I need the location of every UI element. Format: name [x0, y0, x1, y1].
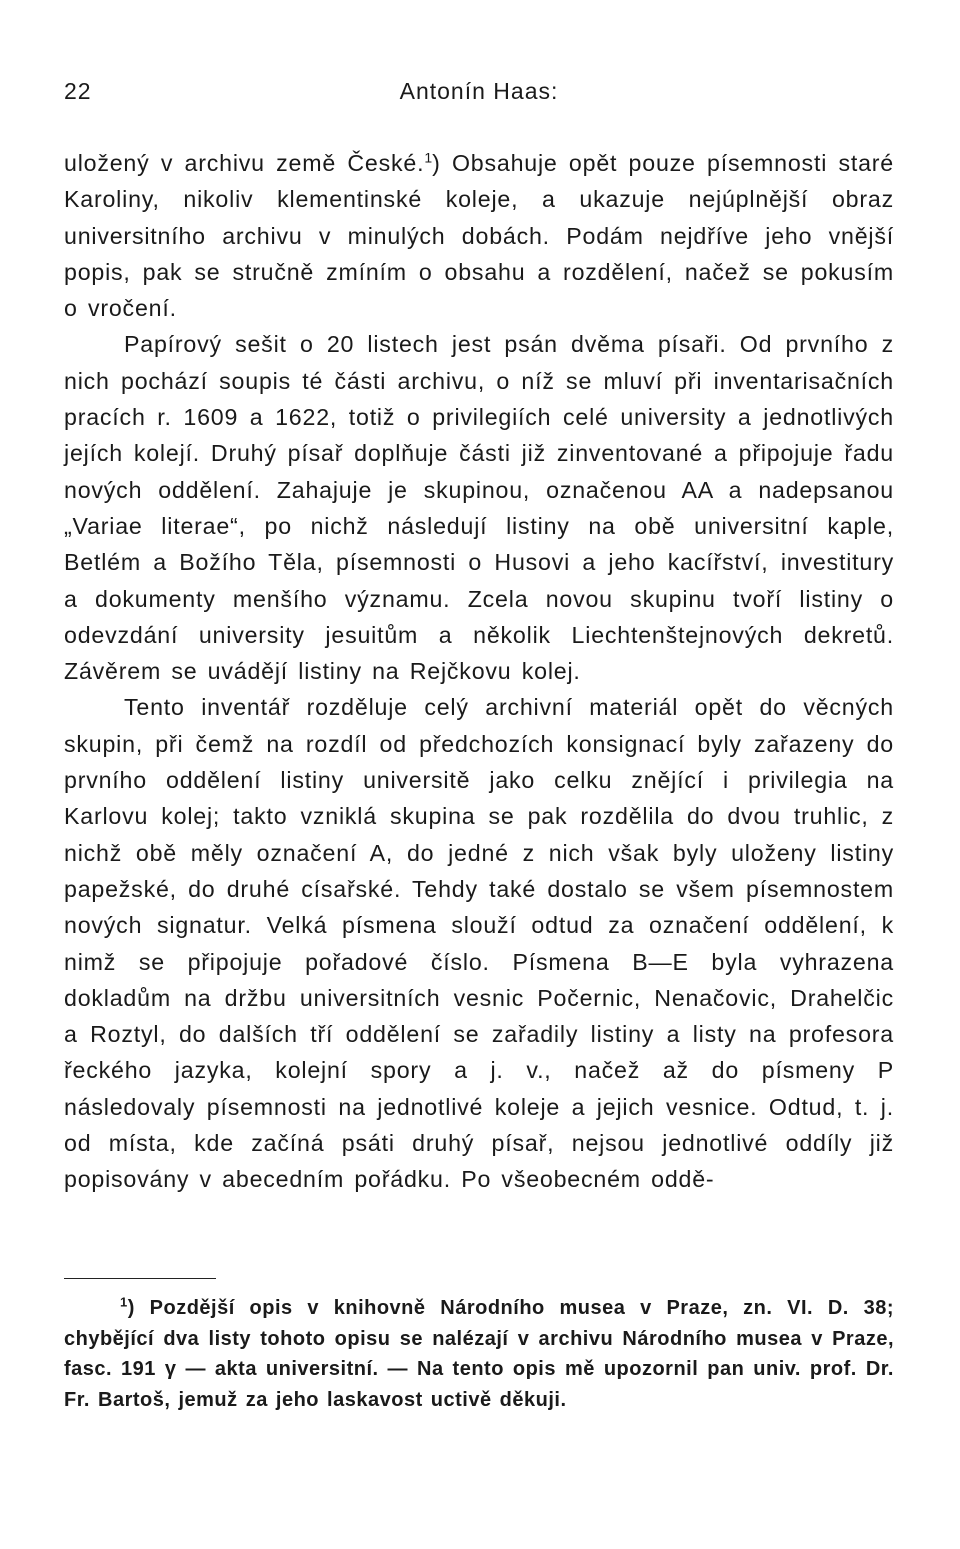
paragraph-1-rest: ) Obsahuje opět pouze písemnosti staré Karoliny, nikoliv klementinské koleje, a ukazuje nejúplnější obraz universitního archivu v minulých dobách. Podám nejdříve jeho vnější popis, pak se stručně zmíním o obsahu a rozdělení, načež se pokusím o vročení.: [64, 150, 894, 322]
footnote-divider: [64, 1278, 216, 1279]
footnote-reference: 1: [424, 149, 433, 166]
page-number: 22: [64, 78, 92, 104]
footnote-text: ) Pozdější opis v knihovně Národního musea v Praze, zn. VI. D. 38; chybějící dva listy tohoto opisu se nalézají v archivu Národního musea v Praze, fasc. 191 γ — akta universitní. — Na tento opis mě upozornil pan univ. prof. Dr. Fr. Bartoš, jemuž za jeho laskavost uctivě děkuji.: [64, 1297, 894, 1411]
paragraph-3: Tento inventář rozděluje celý archivní materiál opět do věcných skupin, při čemž na rozdíl od předchozích konsignací byly zařazeny do prvního oddělení listiny universitě jako celku znějící i privilegia na Karlovu kolej; takto vzniklá skupina se pak rozdělila do dvou truhlic, z nichž obě měly označení A, do jedné z nich však byly uloženy listiny papežské, do druhé císařské. Tehdy také dostalo se všem písemnostem nových signatur. Velká písmena slouží odtud za označení oddělení, k nimž se připojuje pořadové číslo. Písmena B—E byla vyhrazena dokladům na držbu universitních vesnic Počernic, Nenačovic, Drahelčic a Roztyl, do dalších tří oddělení se zařadily listiny a listy na profesora řeckého jazyka, kolejní spory a j. v., načež až do písmeny P následovaly písemnosti na jednotlivé koleje a jejich vesnice. Odtud, t. j. od místa, kde začíná psáti druhý písař, nejsou jednotlivé oddíly již popisovány v abecedním pořádku. Po všeobecném oddě-: [64, 694, 894, 1193]
paragraph-1: [64, 145, 894, 326]
running-title: Antonín Haas:: [399, 78, 559, 104]
footnote-mark: 1: [120, 1294, 128, 1310]
running-header: [64, 78, 894, 112]
paragraph-2: Papírový sešit o 20 listech jest psán dvěma písaři. Od prvního z nich pochází soupis té části archivu, o níž se mluví při inventarisačních pracích r. 1609 a 1622, totiž o privilegiích celé university a jednotlivých jejích kolejí. Druhý písař doplňuje části již zinventované a připojuje řadu nových oddělení. Zahajuje je skupinou, označenou AA a nadepsanou „Variae literae“, po nichž následují listiny na obě universitní kaple, Betlém a Božího Těla, písemnosti o Husovi a jeho kacířství, investitury a dokumenty menšího významu. Zcela novou skupinu tvoří listiny o odevzdání university jesuitům a několik Liechtenštejnových dekretů. Závěrem se uvádějí listiny na Rejčkovu kolej.: [64, 331, 894, 685]
footnote: [64, 1293, 894, 1415]
paragraph-1-start: uložený v archivu země České.: [64, 150, 425, 176]
main-text: [64, 145, 894, 1198]
